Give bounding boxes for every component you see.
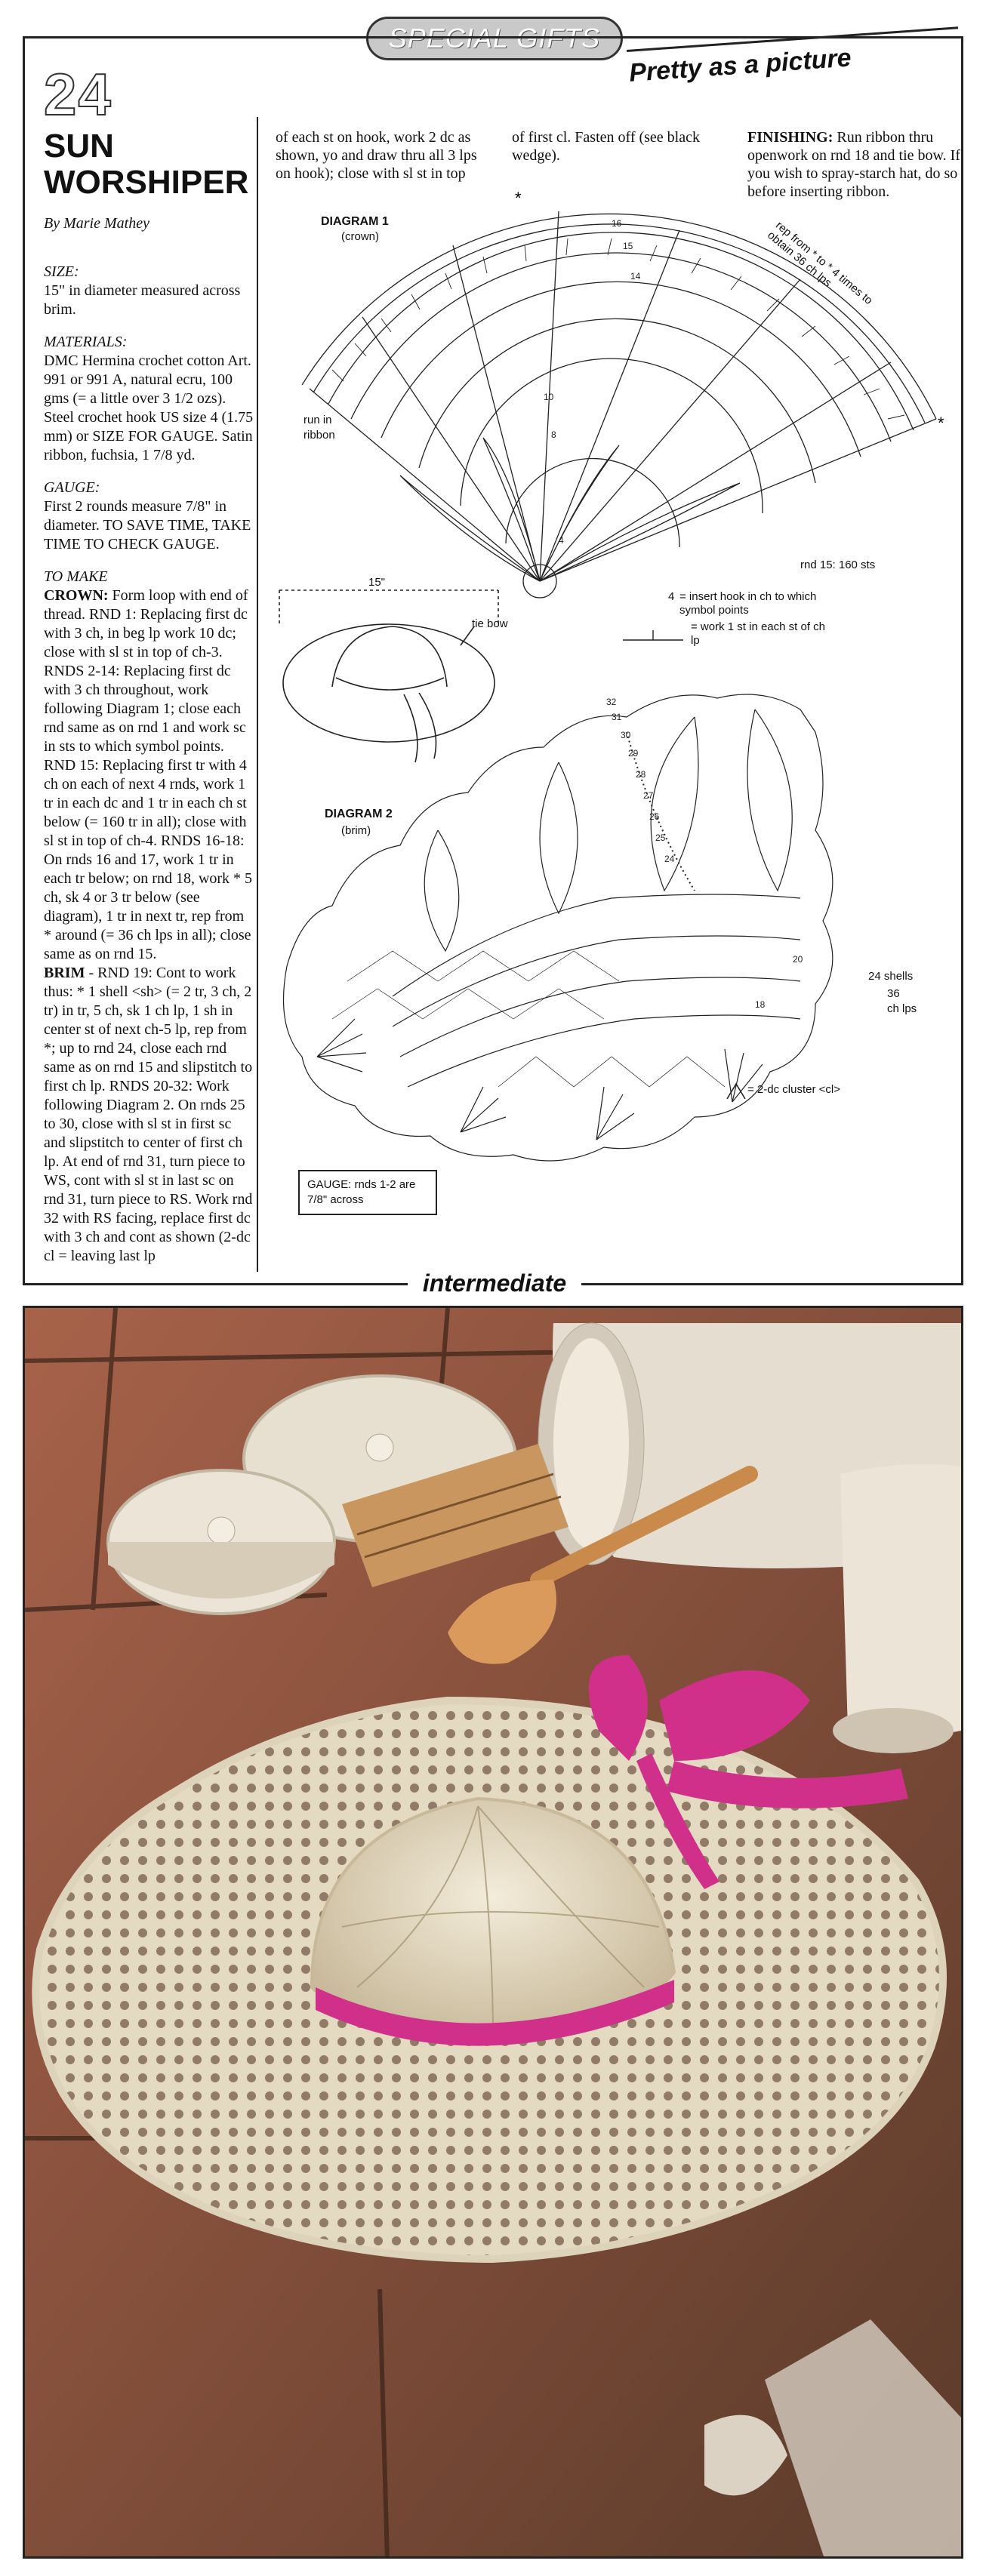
crown-instructions — [44, 586, 255, 964]
gauge-heading: GAUGE: — [44, 479, 100, 496]
text-continuation-1: of each st on hook, work 2 dc as shown, yo and draw thru all 3 lps on hook); close with sl st in top — [276, 129, 477, 182]
crown-text: Form loop with end of thread. RND 1: Replacing first dc with 3 ch, in beg lp work 10 dc; close with sl st in top of ch-3. RNDS 2-14: Replacing first dc with 3 ch throughout, work following Diagram 1; close each rnd same as on rnd 1 and work sc in sts to which symbol points. RND 15: Replacing first tr with 4 ch on each of next 4 rnds, work 1 tr in each dc and 1 tr in each ch st below (= 160 tr in all); close with sl st in top of ch-4. RNDS 16-18: On rnds 16 and 17, work 1 tr in each tr below; on rnd 18, work * 5 ch, sk 4 or 3 tr below (see diagram), 1 tr in next tr, rep from * around (= 36 ch lps in all); close same as on rnd 15. — [44, 587, 253, 962]
diagram1-chart — [287, 189, 966, 611]
column-rule — [257, 117, 258, 1272]
brim-row-20: 20 — [793, 954, 803, 965]
pineapple-motif-1 — [651, 717, 698, 891]
row-label-14: 14 — [630, 271, 641, 282]
title-line-1: SUN — [44, 128, 114, 165]
pattern-title — [44, 128, 248, 201]
pattern-number: 24 — [44, 61, 112, 128]
hat-size-label: 15" — [368, 576, 386, 589]
materials-heading: MATERIALS: — [44, 334, 128, 350]
ch-lps-num: 36 — [887, 987, 900, 1000]
level-badge — [408, 1268, 581, 1298]
brim-label: BRIM — [44, 965, 85, 981]
ribbon-label: ribbon — [304, 429, 335, 442]
level-badge-text: intermediate — [422, 1269, 567, 1297]
instructions-column — [44, 249, 255, 1266]
cluster-symbol — [721, 1079, 751, 1102]
pineapple-motif-2 — [747, 709, 792, 891]
row-label-15: 15 — [623, 241, 633, 251]
brim-text: - RND 19: Cont to work thus: * 1 shell <sh> (= 2 tr, 3 ch, 2 tr) in tr, 5 ch, sk 1 ch lp, 1 sh in center st of next ch-5 lp, rep from *; up to rnd 24, close each rnd same as on rnd 15 and slipstitch to first ch lp. RNDS 20-32: Work following Diagram 2. On rnds 25 to 30, close with sl st in first sc and slipstitch to center of first ch lp. At end of rnd 31, turn piece to WS, cont with sl st in last sc on rnd 31, turn piece to RS. Work rnd 32 with RS facing, replace first dc with 3 ch and cont as shown (2-dc cl = leaving last lp — [44, 965, 253, 1264]
text-continuation-2: of first cl. Fasten off (see black wedge). — [512, 129, 700, 164]
tie-bow-label: tie bow — [472, 617, 508, 630]
brim-inner-1 — [408, 1015, 800, 1087]
brim-instructions — [44, 964, 255, 1266]
crown-arc-2 — [313, 224, 925, 423]
row-label-8: 8 — [551, 429, 556, 440]
wooden-trinket-box-small — [108, 1470, 334, 1614]
crown-arc-5 — [381, 282, 861, 457]
diagram1-title-text: DIAGRAM 1 — [321, 215, 389, 228]
diagram1-repeat-note: rep from * to * 4 times to obtain 36 ch lps — [765, 219, 875, 307]
size-heading: SIZE: — [44, 263, 79, 280]
diagram2-subtitle: (brim) — [341, 824, 371, 837]
brim-row-25: 25 — [655, 833, 666, 843]
legend-hook-num: 4 — [668, 590, 675, 603]
brim-row-32: 32 — [606, 697, 617, 707]
brim-row-24: 24 — [664, 854, 675, 864]
brim-row-31: 31 — [612, 712, 622, 722]
diagram1-rnd15-note: rnd 15: 160 sts — [800, 559, 876, 571]
legend-work-symbol — [619, 626, 687, 649]
brim-row-28: 28 — [636, 769, 646, 780]
size-text: 15" in diameter measured across brim. — [44, 282, 241, 318]
gauge-box: GAUGE: rnds 1-2 are 7/8" across — [298, 1170, 437, 1215]
diagram1-star-top: * — [515, 189, 522, 208]
crown-label: CROWN: — [44, 587, 109, 604]
cluster-legend: = 2-dc cluster <cl> — [747, 1083, 840, 1096]
row-label-4: 4 — [559, 535, 564, 546]
diagram1-subtitle: (crown) — [341, 230, 380, 243]
byline: By Marie Mathey — [44, 215, 149, 232]
row-label-10: 10 — [544, 392, 554, 402]
legend-work-text: = work 1 st in each st of ch lp — [691, 620, 826, 647]
section-title: SPECIAL GIFTS — [388, 23, 601, 54]
legend-hook-text: = insert hook in ch to which symbol points — [679, 590, 817, 617]
brim-row-29: 29 — [628, 748, 639, 759]
diagram2-title-text: DIAGRAM 2 — [325, 808, 393, 820]
pineapple-motif-3 — [540, 762, 578, 913]
brim-row-18: 18 — [755, 999, 766, 1010]
materials-text: DMC Hermina crochet cotton Art. 991 or 991 A, natural ecru, 100 gms (= a little over 3 1/2 ozs). Steel crochet hook US size 4 (1.75 mm) or SIZE FOR GAUGE. Satin ribbon, fuchsia, 1 7/8 yd. — [44, 352, 254, 463]
shells-note: 24 shells — [868, 970, 914, 983]
row-label-16: 16 — [612, 218, 622, 229]
run-in-label: run in — [304, 414, 332, 426]
tagline: Pretty as a picture — [628, 43, 852, 88]
diagram1-star-right: * — [938, 414, 944, 432]
make-heading: TO MAKE — [44, 568, 108, 585]
pineapple-motif-4 — [424, 830, 459, 951]
ch-lps-note: ch lps — [887, 1002, 917, 1015]
finishing-label: FINISHING: — [747, 129, 833, 146]
crown-arc-8 — [506, 459, 679, 547]
brim-row-27: 27 — [643, 790, 654, 801]
brim-row-30: 30 — [621, 730, 631, 740]
brim-row-26: 26 — [649, 811, 660, 822]
finishing-body: Run ribbon thru openwork on rnd 18 and tie bow. If you wish to spray-starch hat, do so before inserting ribbon. — [747, 129, 960, 200]
photo-scene — [25, 1308, 963, 2559]
product-photo — [23, 1306, 963, 2559]
title-line-2: WORSHIPER — [44, 164, 249, 201]
gauge-text: First 2 rounds measure 7/8" in diameter. TO SAVE TIME, TAKE TIME TO CHECK GAUGE. — [44, 498, 251, 552]
